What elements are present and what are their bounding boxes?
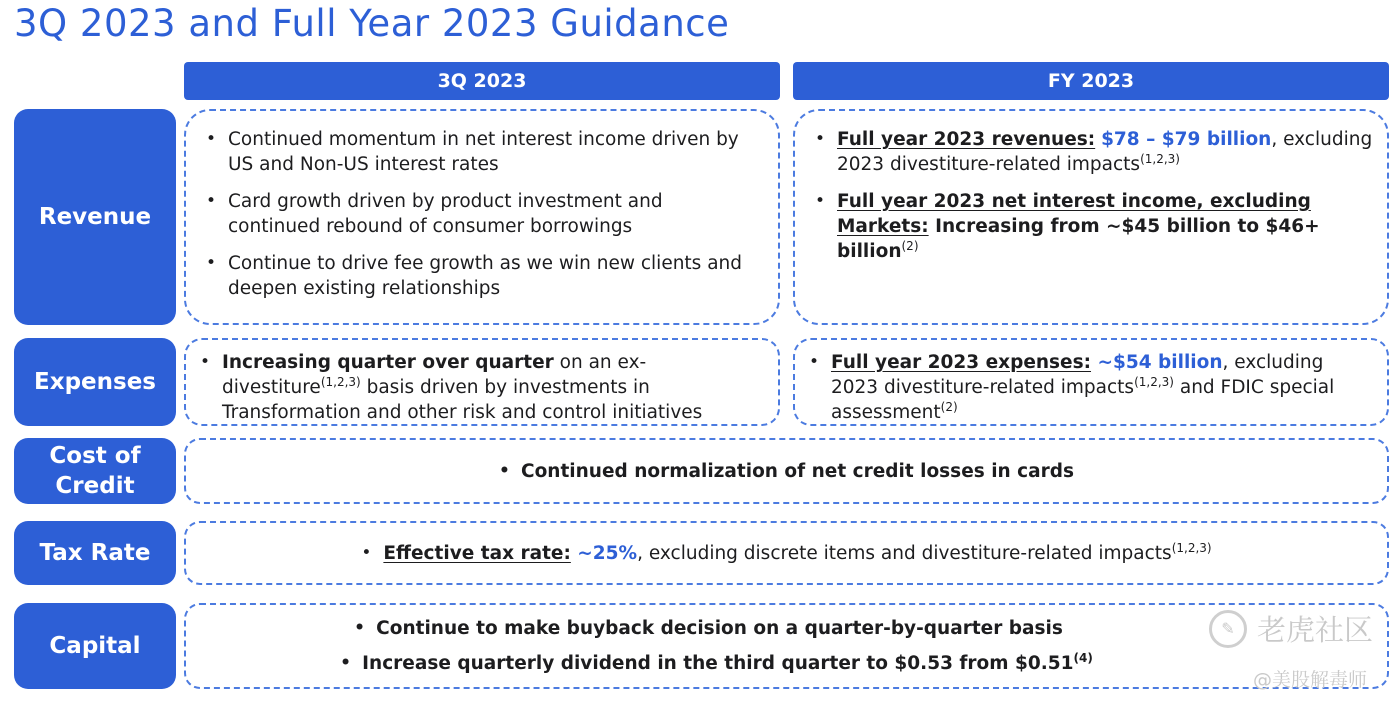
column-header-fy-2023: FY 2023 bbox=[793, 62, 1389, 100]
footnote-ref: (2) bbox=[901, 239, 919, 253]
footnote-ref: (1,2,3) bbox=[1140, 152, 1180, 166]
watermark bbox=[1209, 608, 1373, 649]
footnote-ref: (1,2,3) bbox=[1134, 375, 1174, 389]
fy-revenue-label: Full year 2023 revenues: bbox=[837, 129, 1096, 150]
list-item: • Continue to make buyback decision on a quarter-by-quarter basis bbox=[354, 616, 1093, 641]
fy-expenses-label: Full year 2023 expenses: bbox=[831, 352, 1092, 373]
tax-rate-label: Effective tax rate: bbox=[383, 542, 571, 564]
expenses-fy-box bbox=[793, 338, 1389, 426]
list-item bbox=[340, 651, 1093, 676]
revenue-3q-box bbox=[184, 109, 780, 325]
expenses-3q-rest1: on an ex-divestiture bbox=[222, 352, 647, 398]
list-item bbox=[200, 350, 764, 425]
footnote-ref: (1,2,3) bbox=[1171, 540, 1212, 555]
tax-rate-box bbox=[184, 521, 1389, 585]
row-label-expenses: Expenses bbox=[14, 338, 176, 426]
row-label-capital: Capital bbox=[14, 603, 176, 689]
expenses-3q-bold: Increasing quarter over quarter bbox=[222, 352, 554, 373]
revenue-fy-box bbox=[793, 109, 1389, 325]
tax-rate-rest: , excluding discrete items and divestiture-related impacts bbox=[637, 542, 1172, 564]
watermark-user: @美股解毒师 bbox=[1252, 669, 1367, 691]
cost-of-credit-box bbox=[184, 438, 1389, 504]
list-item bbox=[815, 189, 1373, 264]
expenses-3q-box bbox=[184, 338, 780, 426]
fy-nii-rest: Increasing from ~$45 billion to $46+ billion bbox=[837, 216, 1320, 262]
footnote-ref: (1,2,3) bbox=[320, 375, 361, 389]
fy-revenue-rest: , excluding 2023 divestiture-related impacts bbox=[837, 129, 1373, 175]
fy-revenue-value: $78 – $79 billion bbox=[1101, 129, 1272, 150]
fy-expenses-value: ~$54 billion bbox=[1091, 352, 1223, 373]
fy-nii-label: Full year 2023 net interest income, excluding Markets: bbox=[837, 191, 1311, 237]
footnote-ref: (4) bbox=[1073, 651, 1093, 665]
fy-expenses-rest1: , excluding 2023 divestiture-related impacts bbox=[831, 352, 1324, 398]
watermark-brand: 老虎社区 bbox=[1256, 613, 1373, 647]
list-item bbox=[815, 127, 1373, 177]
column-header-3q-2023: 3Q 2023 bbox=[184, 62, 780, 100]
list-item: • Continue to drive fee growth as we win new clients and deepen existing relationships bbox=[206, 251, 760, 301]
page-title: 3Q 2023 and Full Year 2023 Guidance bbox=[14, 2, 730, 45]
row-label-revenue: Revenue bbox=[14, 109, 176, 325]
row-label-cost-of-credit bbox=[14, 438, 176, 504]
capital-dividend-text: Increase quarterly dividend in the third quarter to $0.53 from $0.51 bbox=[362, 653, 1074, 674]
list-item: • Continued momentum in net interest income driven by US and Non-US interest rates bbox=[206, 127, 760, 177]
fy-expenses-rest2: and FDIC special assessment bbox=[831, 377, 1335, 423]
list-item bbox=[809, 350, 1373, 425]
row-label-tax-rate: Tax Rate bbox=[14, 521, 176, 585]
list-item bbox=[361, 541, 1211, 566]
tiger-logo-icon: ✎ bbox=[1209, 610, 1247, 648]
list-item: • Card growth driven by product investment and continued rebound of consumer borrowings bbox=[206, 189, 760, 239]
list-item: • Continued normalization of net credit losses in cards bbox=[499, 459, 1074, 484]
row-label-text: Cost of Credit bbox=[49, 443, 141, 499]
expenses-3q-rest2: basis driven by investments in Transformation and other risk and control initiatives bbox=[222, 377, 703, 423]
tax-rate-value: ~25% bbox=[570, 542, 638, 564]
footnote-ref: (2) bbox=[940, 400, 958, 414]
